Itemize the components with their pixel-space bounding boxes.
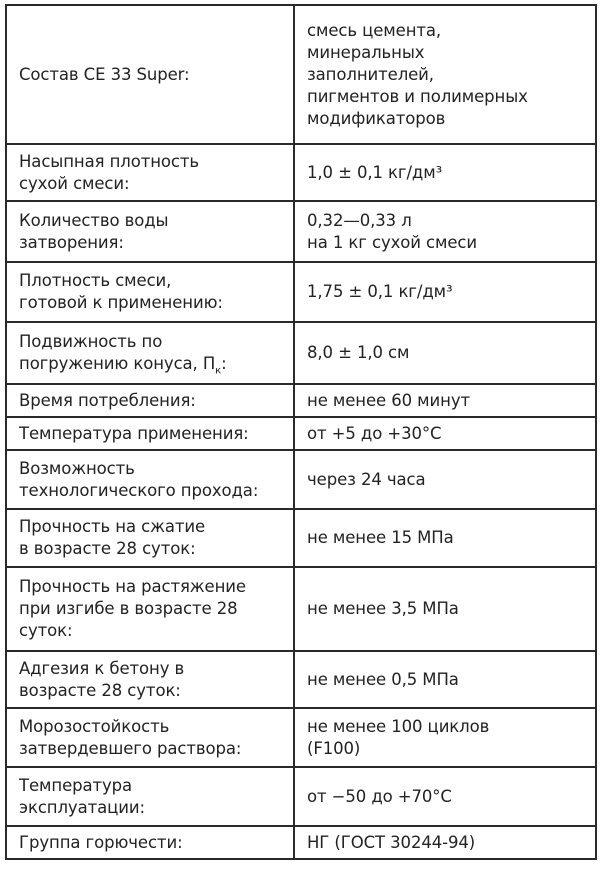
- row-value: от −50 до +70°C: [294, 767, 596, 826]
- row-label: [6, 322, 294, 384]
- row-value: не менее 60 минут: [294, 384, 596, 417]
- table-row: [6, 826, 596, 859]
- table-row: [6, 5, 596, 144]
- row-label: Морозостойкость затвердевшего раствора:: [6, 708, 294, 767]
- table-row: [6, 384, 596, 417]
- row-label: Температура эксплуатации:: [6, 767, 294, 826]
- row-label: Прочность на сжатие в возрасте 28 суток:: [6, 509, 294, 567]
- row-label-subscript: к: [215, 365, 222, 377]
- table-row: [6, 767, 596, 826]
- table-row: [6, 144, 596, 201]
- row-value: не менее 15 МПа: [294, 509, 596, 567]
- spec-table: [5, 4, 597, 860]
- row-label: Прочность на растяжение при изгибе в возрасте 28 суток:: [6, 567, 294, 651]
- row-label: Количество воды затворения:: [6, 201, 294, 262]
- row-label: Время потребления:: [6, 384, 294, 417]
- table-row: [6, 708, 596, 767]
- row-label: Возможность технологического прохода:: [6, 450, 294, 509]
- row-label: Насыпная плотность сухой смеси:: [6, 144, 294, 201]
- row-value: 1,75 ± 0,1 кг/дм³: [294, 262, 596, 322]
- table-row: [6, 509, 596, 567]
- table-row: [6, 201, 596, 262]
- row-value: не менее 100 циклов (F100): [294, 708, 596, 767]
- row-value: не менее 3,5 МПа: [294, 567, 596, 651]
- table-row: [6, 450, 596, 509]
- row-value: 1,0 ± 0,1 кг/дм³: [294, 144, 596, 201]
- table-row: [6, 651, 596, 708]
- table-row: [6, 262, 596, 322]
- row-value: НГ (ГОСТ 30244-94): [294, 826, 596, 859]
- row-label: Группа горючести:: [6, 826, 294, 859]
- row-label: Температура применения:: [6, 417, 294, 450]
- row-label-text: Подвижность по погружению конуса, П: [19, 332, 216, 373]
- row-value: 0,32—0,33 л на 1 кг сухой смеси: [294, 201, 596, 262]
- table-row: [6, 322, 596, 384]
- row-value: 8,0 ± 1,0 см: [294, 322, 596, 384]
- row-value: смесь цемента, минеральных заполнителей, пигментов и полимерных модификаторов: [294, 5, 596, 144]
- row-label-tail: :: [221, 354, 227, 373]
- row-value: не менее 0,5 МПа: [294, 651, 596, 708]
- table-row: [6, 417, 596, 450]
- row-value: через 24 часа: [294, 450, 596, 509]
- row-label: Состав CE 33 Super:: [6, 5, 294, 144]
- table-row: [6, 567, 596, 651]
- row-label: Плотность смеси, готовой к применению:: [6, 262, 294, 322]
- row-value: от +5 до +30°C: [294, 417, 596, 450]
- row-label: Адгезия к бетону в возрасте 28 суток:: [6, 651, 294, 708]
